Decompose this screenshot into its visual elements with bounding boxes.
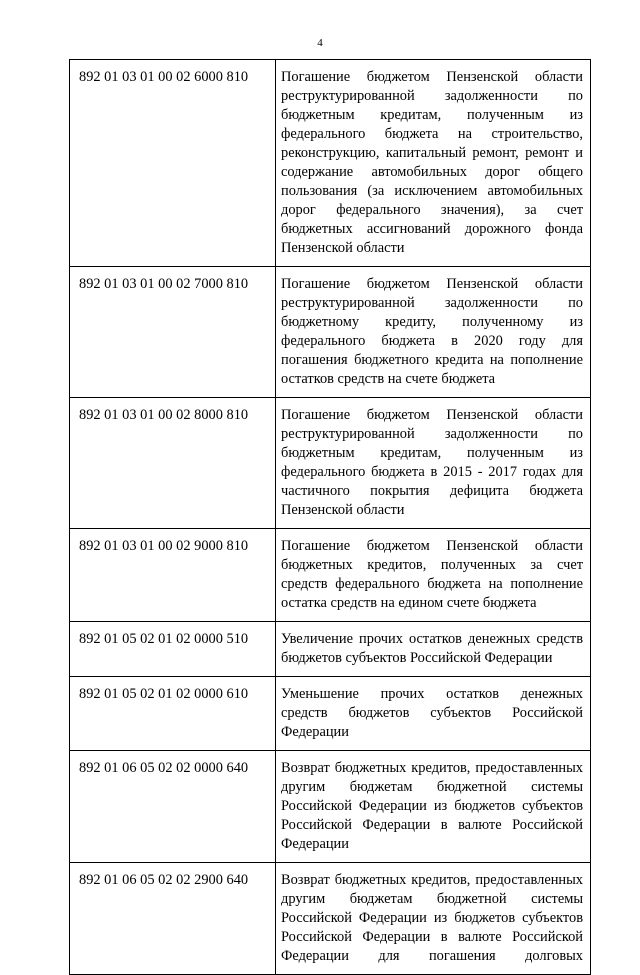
description-line: бюджетных ассигнований дорожного фонда (281, 221, 583, 237)
description-line: бюджетным кредитам, полученным из (281, 107, 583, 123)
description-line: бюджетному кредиту, полученному из (281, 314, 583, 330)
budget-code-cell: 892 01 05 02 01 02 0000 610 (70, 677, 276, 751)
description-cell (276, 529, 591, 622)
description-line: Российской Федерации из бюджетов субъектов (281, 910, 583, 926)
description-line: бюджетных кредитов, полученных за счет (281, 557, 583, 573)
budget-classification-table (69, 59, 591, 975)
description-line: частичного покрытия дефицита бюджета (281, 483, 583, 499)
description-line: Возврат бюджетных кредитов, предоставленных (281, 760, 583, 776)
description-line: Российской Федерации из бюджетов субъектов (281, 798, 583, 814)
description-line: Пензенской области (281, 240, 405, 256)
description-line: реструктурированной задолженности по (281, 295, 583, 311)
table-row (70, 751, 591, 863)
description-line: Погашение бюджетом Пензенской области (281, 538, 583, 554)
description-line: федерального бюджета в 2020 году для (281, 333, 583, 349)
description-line: Федерации (281, 836, 349, 852)
description-line: реконструкцию, капитальный ремонт, ремонт и (281, 145, 583, 161)
budget-code-cell: 892 01 03 01 00 02 6000 810 (70, 60, 276, 267)
table-row (70, 529, 591, 622)
description-cell (276, 60, 591, 267)
description-cell (276, 622, 591, 677)
description-line: Российской Федерации в валюте Российской (281, 929, 583, 945)
description-line: реструктурированной задолженности по (281, 88, 583, 104)
description-line: Российской Федерации в валюте Российской (281, 817, 583, 833)
description-line: дорог федерального значения), за счет (281, 202, 583, 218)
description-line: Уменьшение прочих остатков денежных (281, 686, 583, 702)
description-line: средств бюджетов субъектов Российской (281, 705, 583, 721)
table-row (70, 267, 591, 398)
budget-code-cell: 892 01 03 01 00 02 9000 810 (70, 529, 276, 622)
table-row (70, 863, 591, 975)
table-row (70, 622, 591, 677)
description-line: Федерации (281, 724, 349, 740)
description-line: другим бюджетам бюджетной системы (281, 891, 583, 907)
description-cell (276, 267, 591, 398)
description-line: Федерации для погашения долговых (281, 948, 583, 964)
table-row (70, 677, 591, 751)
description-line: Увеличение прочих остатков денежных средств (281, 631, 583, 647)
description-line: федерального бюджета в 2015 - 2017 годах для (281, 464, 583, 480)
budget-code-cell: 892 01 03 01 00 02 7000 810 (70, 267, 276, 398)
table-row (70, 398, 591, 529)
budget-code-cell: 892 01 03 01 00 02 8000 810 (70, 398, 276, 529)
description-line: Погашение бюджетом Пензенской области (281, 276, 583, 292)
description-line: бюджетов субъектов Российской Федерации (281, 650, 553, 666)
description-cell (276, 398, 591, 529)
description-line: Возврат бюджетных кредитов, предоставленных (281, 872, 583, 888)
description-line: остатка средств на едином счете бюджета (281, 595, 537, 611)
description-line: Погашение бюджетом Пензенской области (281, 407, 583, 423)
description-line: остатков средств на счете бюджета (281, 371, 496, 387)
budget-code-cell: 892 01 06 05 02 02 0000 640 (70, 751, 276, 863)
description-cell (276, 751, 591, 863)
table-row (70, 60, 591, 267)
description-line: федерального бюджета на строительство, (281, 126, 583, 142)
description-cell (276, 677, 591, 751)
description-line: бюджетным кредитам, полученным из (281, 445, 583, 461)
page-number: 4 (317, 37, 323, 49)
description-line: средств федерального бюджета на пополнение (281, 576, 583, 592)
table-body (70, 60, 591, 975)
description-line: погашения бюджетного кредита на пополнение (281, 352, 583, 368)
description-line: Пензенской области (281, 502, 405, 518)
description-line: пользования (за исключением автомобильных (281, 183, 583, 199)
description-line: реструктурированной задолженности по (281, 426, 583, 442)
budget-code-cell: 892 01 05 02 01 02 0000 510 (70, 622, 276, 677)
description-line: другим бюджетам бюджетной системы (281, 779, 583, 795)
description-line: содержание автомобильных дорог общего (281, 164, 583, 180)
description-cell (276, 863, 591, 975)
budget-code-cell: 892 01 06 05 02 02 2900 640 (70, 863, 276, 975)
description-line: Погашение бюджетом Пензенской области (281, 69, 583, 85)
